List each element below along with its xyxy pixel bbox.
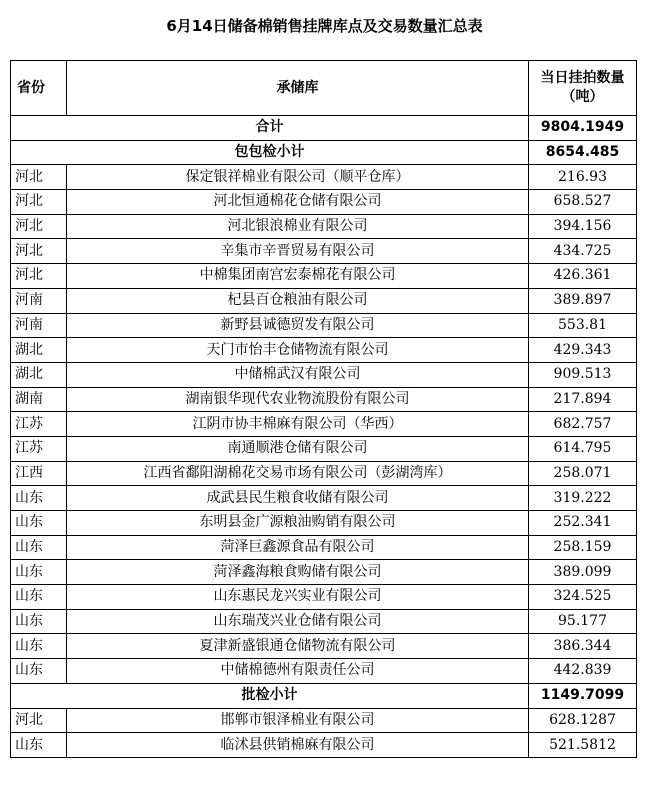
- province-cell: 山东: [11, 733, 67, 758]
- quantity-cell: 386.344: [529, 634, 637, 659]
- table-row: [11, 733, 637, 758]
- warehouse-cell: 中棉集团南宫宏泰棉花有限公司: [67, 264, 529, 289]
- subtotal-row: [11, 683, 637, 708]
- quantity-cell: 216.93: [529, 165, 637, 190]
- warehouse-cell: 菏泽鑫海粮食购储有限公司: [67, 560, 529, 585]
- quantity-cell: 614.795: [529, 436, 637, 461]
- province-cell: 河北: [11, 264, 67, 289]
- warehouse-cell: 成武县民生粮食收储有限公司: [67, 486, 529, 511]
- quantity-cell: 442.839: [529, 659, 637, 684]
- province-cell: 山东: [11, 511, 67, 536]
- table-row: [11, 214, 637, 239]
- warehouse-cell: 临沭县供销棉麻有限公司: [67, 733, 529, 758]
- table-row: [11, 288, 637, 313]
- quantity-cell: 319.222: [529, 486, 637, 511]
- column-header-province: 省份: [11, 61, 67, 116]
- table-row: [11, 338, 637, 363]
- quantity-cell: 95.177: [529, 609, 637, 634]
- province-cell: 山东: [11, 486, 67, 511]
- province-cell: 山东: [11, 609, 67, 634]
- quantity-cell: 682.757: [529, 412, 637, 437]
- warehouse-cell: 河北恒通棉花仓储有限公司: [67, 190, 529, 215]
- warehouse-cell: 山东惠民龙兴实业有限公司: [67, 585, 529, 610]
- quantity-cell: 628.1287: [529, 708, 637, 733]
- quantity-cell: 252.341: [529, 511, 637, 536]
- quantity-cell: 394.156: [529, 214, 637, 239]
- table-row: [11, 239, 637, 264]
- quantity-cell: 258.071: [529, 461, 637, 486]
- table-row: [11, 659, 637, 684]
- province-cell: 河北: [11, 165, 67, 190]
- warehouse-cell: 山东瑞茂兴业仓储有限公司: [67, 609, 529, 634]
- quantity-cell: 658.527: [529, 190, 637, 215]
- quantity-cell: 434.725: [529, 239, 637, 264]
- warehouse-cell: 中储棉武汉有限公司: [67, 362, 529, 387]
- warehouse-cell: 新野县诚德贸发有限公司: [67, 313, 529, 338]
- subtotal-label: 包包检小计: [11, 140, 529, 165]
- province-cell: 河北: [11, 214, 67, 239]
- province-cell: 河南: [11, 288, 67, 313]
- province-cell: 河北: [11, 190, 67, 215]
- table-row: [11, 585, 637, 610]
- subtotal-row: [11, 140, 637, 165]
- summary-table: [10, 60, 637, 758]
- total-value: 9804.1949: [529, 116, 637, 141]
- quantity-cell: 258.159: [529, 535, 637, 560]
- warehouse-cell: 菏泽巨鑫源食品有限公司: [67, 535, 529, 560]
- quantity-cell: 389.897: [529, 288, 637, 313]
- table-row: [11, 264, 637, 289]
- province-cell: 山东: [11, 535, 67, 560]
- warehouse-cell: 中储棉德州有限责任公司: [67, 659, 529, 684]
- quantity-cell: 426.361: [529, 264, 637, 289]
- quantity-cell: 389.099: [529, 560, 637, 585]
- table-row: [11, 535, 637, 560]
- subtotal-value: 8654.485: [529, 140, 637, 165]
- page-title: 6月14日储备棉销售挂牌库点及交易数量汇总表: [166, 17, 483, 35]
- quantity-cell: 909.513: [529, 362, 637, 387]
- subtotal-label: 批检小计: [11, 683, 529, 708]
- province-cell: 江西: [11, 461, 67, 486]
- table-row: [11, 609, 637, 634]
- table-row: [11, 387, 637, 412]
- total-label: 合计: [11, 116, 529, 141]
- table-row: [11, 708, 637, 733]
- table-row: [11, 461, 637, 486]
- table-row: [11, 560, 637, 585]
- province-cell: 山东: [11, 585, 67, 610]
- province-cell: 河北: [11, 239, 67, 264]
- quantity-cell: 521.5812: [529, 733, 637, 758]
- column-header-quantity: [529, 61, 637, 116]
- warehouse-cell: 河北银浪棉业有限公司: [67, 214, 529, 239]
- table-row: [11, 165, 637, 190]
- warehouse-cell: 东明县金广源粮油购销有限公司: [67, 511, 529, 536]
- subtotal-value: 1149.7099: [529, 683, 637, 708]
- warehouse-cell: 江西省鄱阳湖棉花交易市场有限公司（彭湖湾库）: [67, 461, 529, 486]
- table-row: [11, 486, 637, 511]
- province-cell: 湖南: [11, 387, 67, 412]
- province-cell: 河南: [11, 313, 67, 338]
- column-header-quantity-line2: （吨）: [561, 89, 604, 105]
- column-header-quantity-line1: 当日挂拍数量: [540, 70, 625, 86]
- province-cell: 湖北: [11, 338, 67, 363]
- province-cell: 山东: [11, 659, 67, 684]
- table-row: [11, 190, 637, 215]
- table-row: [11, 634, 637, 659]
- column-header-warehouse: 承储库: [67, 61, 529, 116]
- table-row: [11, 436, 637, 461]
- warehouse-cell: 保定银祥棉业有限公司（顺平仓库）: [67, 165, 529, 190]
- quantity-cell: 553.81: [529, 313, 637, 338]
- province-cell: 江苏: [11, 436, 67, 461]
- warehouse-cell: 辛集市辛晋贸易有限公司: [67, 239, 529, 264]
- warehouse-cell: 杞县百仓粮油有限公司: [67, 288, 529, 313]
- table-row: [11, 313, 637, 338]
- total-row: [11, 116, 637, 141]
- province-cell: 山东: [11, 560, 67, 585]
- province-cell: 山东: [11, 634, 67, 659]
- table-row: [11, 511, 637, 536]
- warehouse-cell: 夏津新盛银通仓储物流有限公司: [67, 634, 529, 659]
- table-body: [11, 116, 637, 758]
- province-cell: 江苏: [11, 412, 67, 437]
- quantity-cell: 324.525: [529, 585, 637, 610]
- warehouse-cell: 天门市怡丰仓储物流有限公司: [67, 338, 529, 363]
- table-row: [11, 362, 637, 387]
- warehouse-cell: 南通顺港仓储有限公司: [67, 436, 529, 461]
- province-cell: 湖北: [11, 362, 67, 387]
- quantity-cell: 429.343: [529, 338, 637, 363]
- quantity-cell: 217.894: [529, 387, 637, 412]
- table-row: [11, 412, 637, 437]
- province-cell: 河北: [11, 708, 67, 733]
- warehouse-cell: 湖南银华现代农业物流股份有限公司: [67, 387, 529, 412]
- table-header-row: [11, 61, 637, 116]
- warehouse-cell: 邯郸市银泽棉业有限公司: [67, 708, 529, 733]
- warehouse-cell: 江阴市协丰棉麻有限公司（华西）: [67, 412, 529, 437]
